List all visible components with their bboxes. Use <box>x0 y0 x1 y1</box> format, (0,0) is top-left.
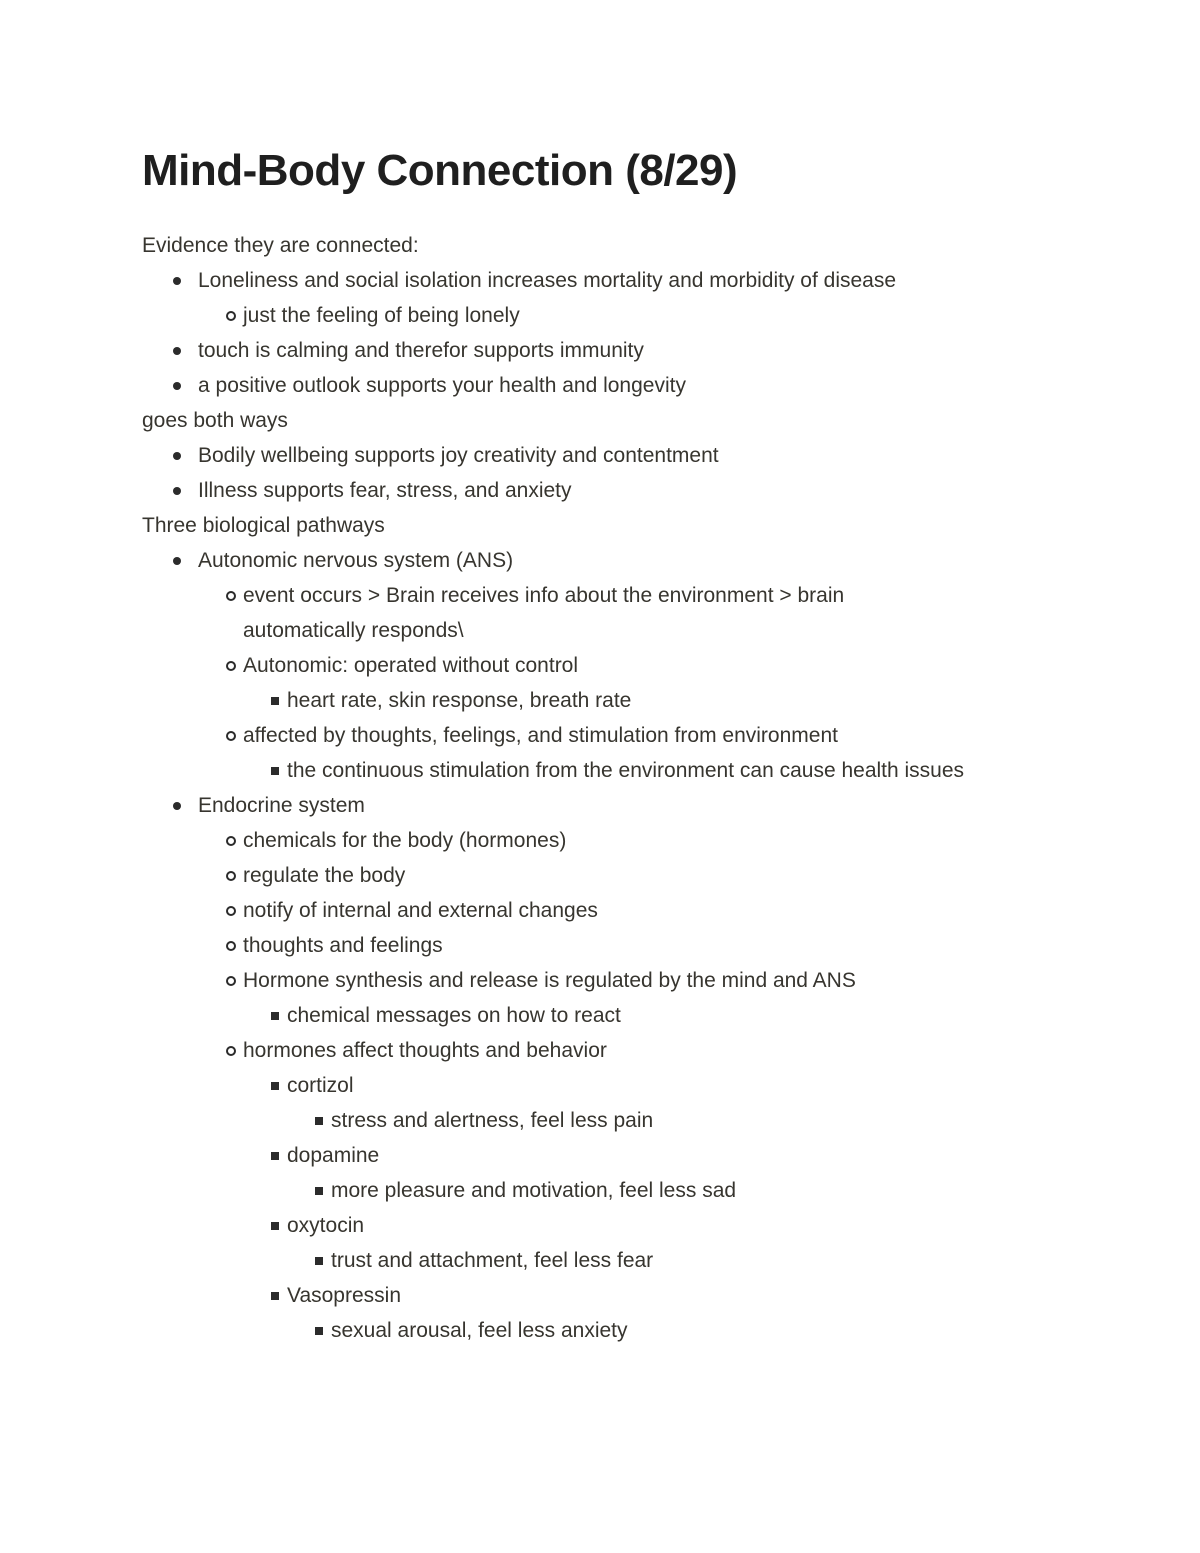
list-item <box>243 753 1042 788</box>
list-item <box>198 648 1042 718</box>
list-item <box>142 368 1042 403</box>
bullet-square-icon <box>271 1222 279 1230</box>
list-item-text: dopamine <box>287 1144 380 1167</box>
list-item-text: chemical messages on how to react <box>287 1004 621 1027</box>
bullet-square-icon <box>271 1082 279 1090</box>
list-item-text: Illness supports fear, stress, and anxiety <box>198 479 572 502</box>
list-item-text: Autonomic nervous system (ANS) <box>198 549 514 572</box>
list-item <box>198 858 1042 893</box>
list-item <box>142 263 1042 333</box>
list-item-text: a positive outlook supports your health and longevity <box>198 374 686 397</box>
notes-body <box>142 228 1042 1348</box>
list-item-text: sexual arousal, feel less anxiety <box>331 1319 628 1342</box>
list-item-text: more pleasure and motivation, feel less sad <box>331 1179 737 1202</box>
list-item <box>243 1208 1042 1278</box>
bullet-dot-icon <box>173 382 181 390</box>
list-item-text: trust and attachment, feel less fear <box>331 1249 654 1272</box>
list-item <box>142 438 1042 473</box>
bullet-dot-icon <box>173 277 181 285</box>
bullet-circle-icon <box>226 731 236 741</box>
list-item <box>198 893 1042 928</box>
page-title: Mind-Body Connection (8/29) <box>142 146 738 195</box>
list-item-text: the continuous stimulation from the environment can cause health issues <box>287 759 965 782</box>
list-item-text: notify of internal and external changes <box>243 899 598 922</box>
list-item-text: regulate the body <box>243 864 406 887</box>
list-item <box>198 718 1042 788</box>
bullet-list <box>142 263 1042 403</box>
list-item-text: event occurs > Brain receives info about the environment > brain automatically responds\ <box>243 584 845 642</box>
bullet-square-icon <box>315 1257 323 1265</box>
bullet-square-icon <box>271 1012 279 1020</box>
list-item-text: affected by thoughts, feelings, and stimulation from environment <box>243 724 838 747</box>
bullet-list <box>243 1068 1042 1348</box>
bullet-square-icon <box>271 1152 279 1160</box>
section-heading: Evidence they are connected: <box>142 234 419 257</box>
list-item-text: just the feeling of being lonely <box>243 304 520 327</box>
bullet-list <box>287 1313 1042 1348</box>
list-item <box>142 543 1042 788</box>
bullet-circle-icon <box>226 976 236 986</box>
bullet-circle-icon <box>226 661 236 671</box>
bullet-list <box>287 1103 1042 1138</box>
list-item <box>198 298 1042 333</box>
list-item-text: oxytocin <box>287 1214 365 1237</box>
section-heading: goes both ways <box>142 409 288 432</box>
bullet-list <box>142 543 1042 1348</box>
bullet-circle-icon <box>226 836 236 846</box>
bullet-square-icon <box>271 767 279 775</box>
list-item-text: stress and alertness, feel less pain <box>331 1109 654 1132</box>
bullet-circle-icon <box>226 941 236 951</box>
bullet-dot-icon <box>173 487 181 495</box>
list-item <box>287 1173 1042 1208</box>
bullet-list <box>198 823 1042 1348</box>
bullet-circle-icon <box>226 906 236 916</box>
list-item <box>142 788 1042 1348</box>
list-item <box>243 1138 1042 1208</box>
list-item-text: Vasopressin <box>287 1284 402 1307</box>
list-item-text: Hormone synthesis and release is regulated by the mind and ANS <box>243 969 856 992</box>
list-item <box>243 1068 1042 1138</box>
list-item <box>142 473 1042 508</box>
list-item-text: hormones affect thoughts and behavior <box>243 1039 607 1062</box>
list-item <box>287 1103 1042 1138</box>
list-item <box>243 1278 1042 1348</box>
list-item <box>287 1243 1042 1278</box>
bullet-list <box>243 683 1042 718</box>
list-item <box>287 1313 1042 1348</box>
bullet-dot-icon <box>173 557 181 565</box>
bullet-dot-icon <box>173 802 181 810</box>
list-item <box>142 333 1042 368</box>
list-item <box>198 928 1042 963</box>
list-item <box>198 823 1042 858</box>
bullet-list <box>243 753 1042 788</box>
bullet-list <box>287 1243 1042 1278</box>
bullet-dot-icon <box>173 452 181 460</box>
list-item <box>243 683 1042 718</box>
bullet-list <box>287 1173 1042 1208</box>
list-item <box>198 578 1042 648</box>
list-item <box>198 963 1042 1033</box>
list-item-text: thoughts and feelings <box>243 934 443 957</box>
list-item-text: touch is calming and therefor supports immunity <box>198 339 644 362</box>
bullet-list <box>198 578 1042 788</box>
bullet-list <box>142 438 1042 508</box>
bullet-list <box>243 998 1042 1033</box>
list-item-text: cortizol <box>287 1074 354 1097</box>
bullet-dot-icon <box>173 347 181 355</box>
list-item <box>198 1033 1042 1348</box>
bullet-circle-icon <box>226 591 236 601</box>
bullet-circle-icon <box>226 871 236 881</box>
bullet-square-icon <box>271 1292 279 1300</box>
bullet-square-icon <box>271 697 279 705</box>
bullet-square-icon <box>315 1117 323 1125</box>
list-item-text: Bodily wellbeing supports joy creativity and contentment <box>198 444 719 467</box>
bullet-list <box>198 298 1042 333</box>
section-heading: Three biological pathways <box>142 514 385 537</box>
list-item <box>243 998 1042 1033</box>
bullet-square-icon <box>315 1327 323 1335</box>
bullet-square-icon <box>315 1187 323 1195</box>
bullet-circle-icon <box>226 311 236 321</box>
bullet-circle-icon <box>226 1046 236 1056</box>
list-item-text: Loneliness and social isolation increases mortality and morbidity of disease <box>198 269 897 292</box>
list-item-text: chemicals for the body (hormones) <box>243 829 567 852</box>
list-item-text: heart rate, skin response, breath rate <box>287 689 632 712</box>
list-item-text: Autonomic: operated without control <box>243 654 579 677</box>
list-item-text: Endocrine system <box>198 794 365 817</box>
